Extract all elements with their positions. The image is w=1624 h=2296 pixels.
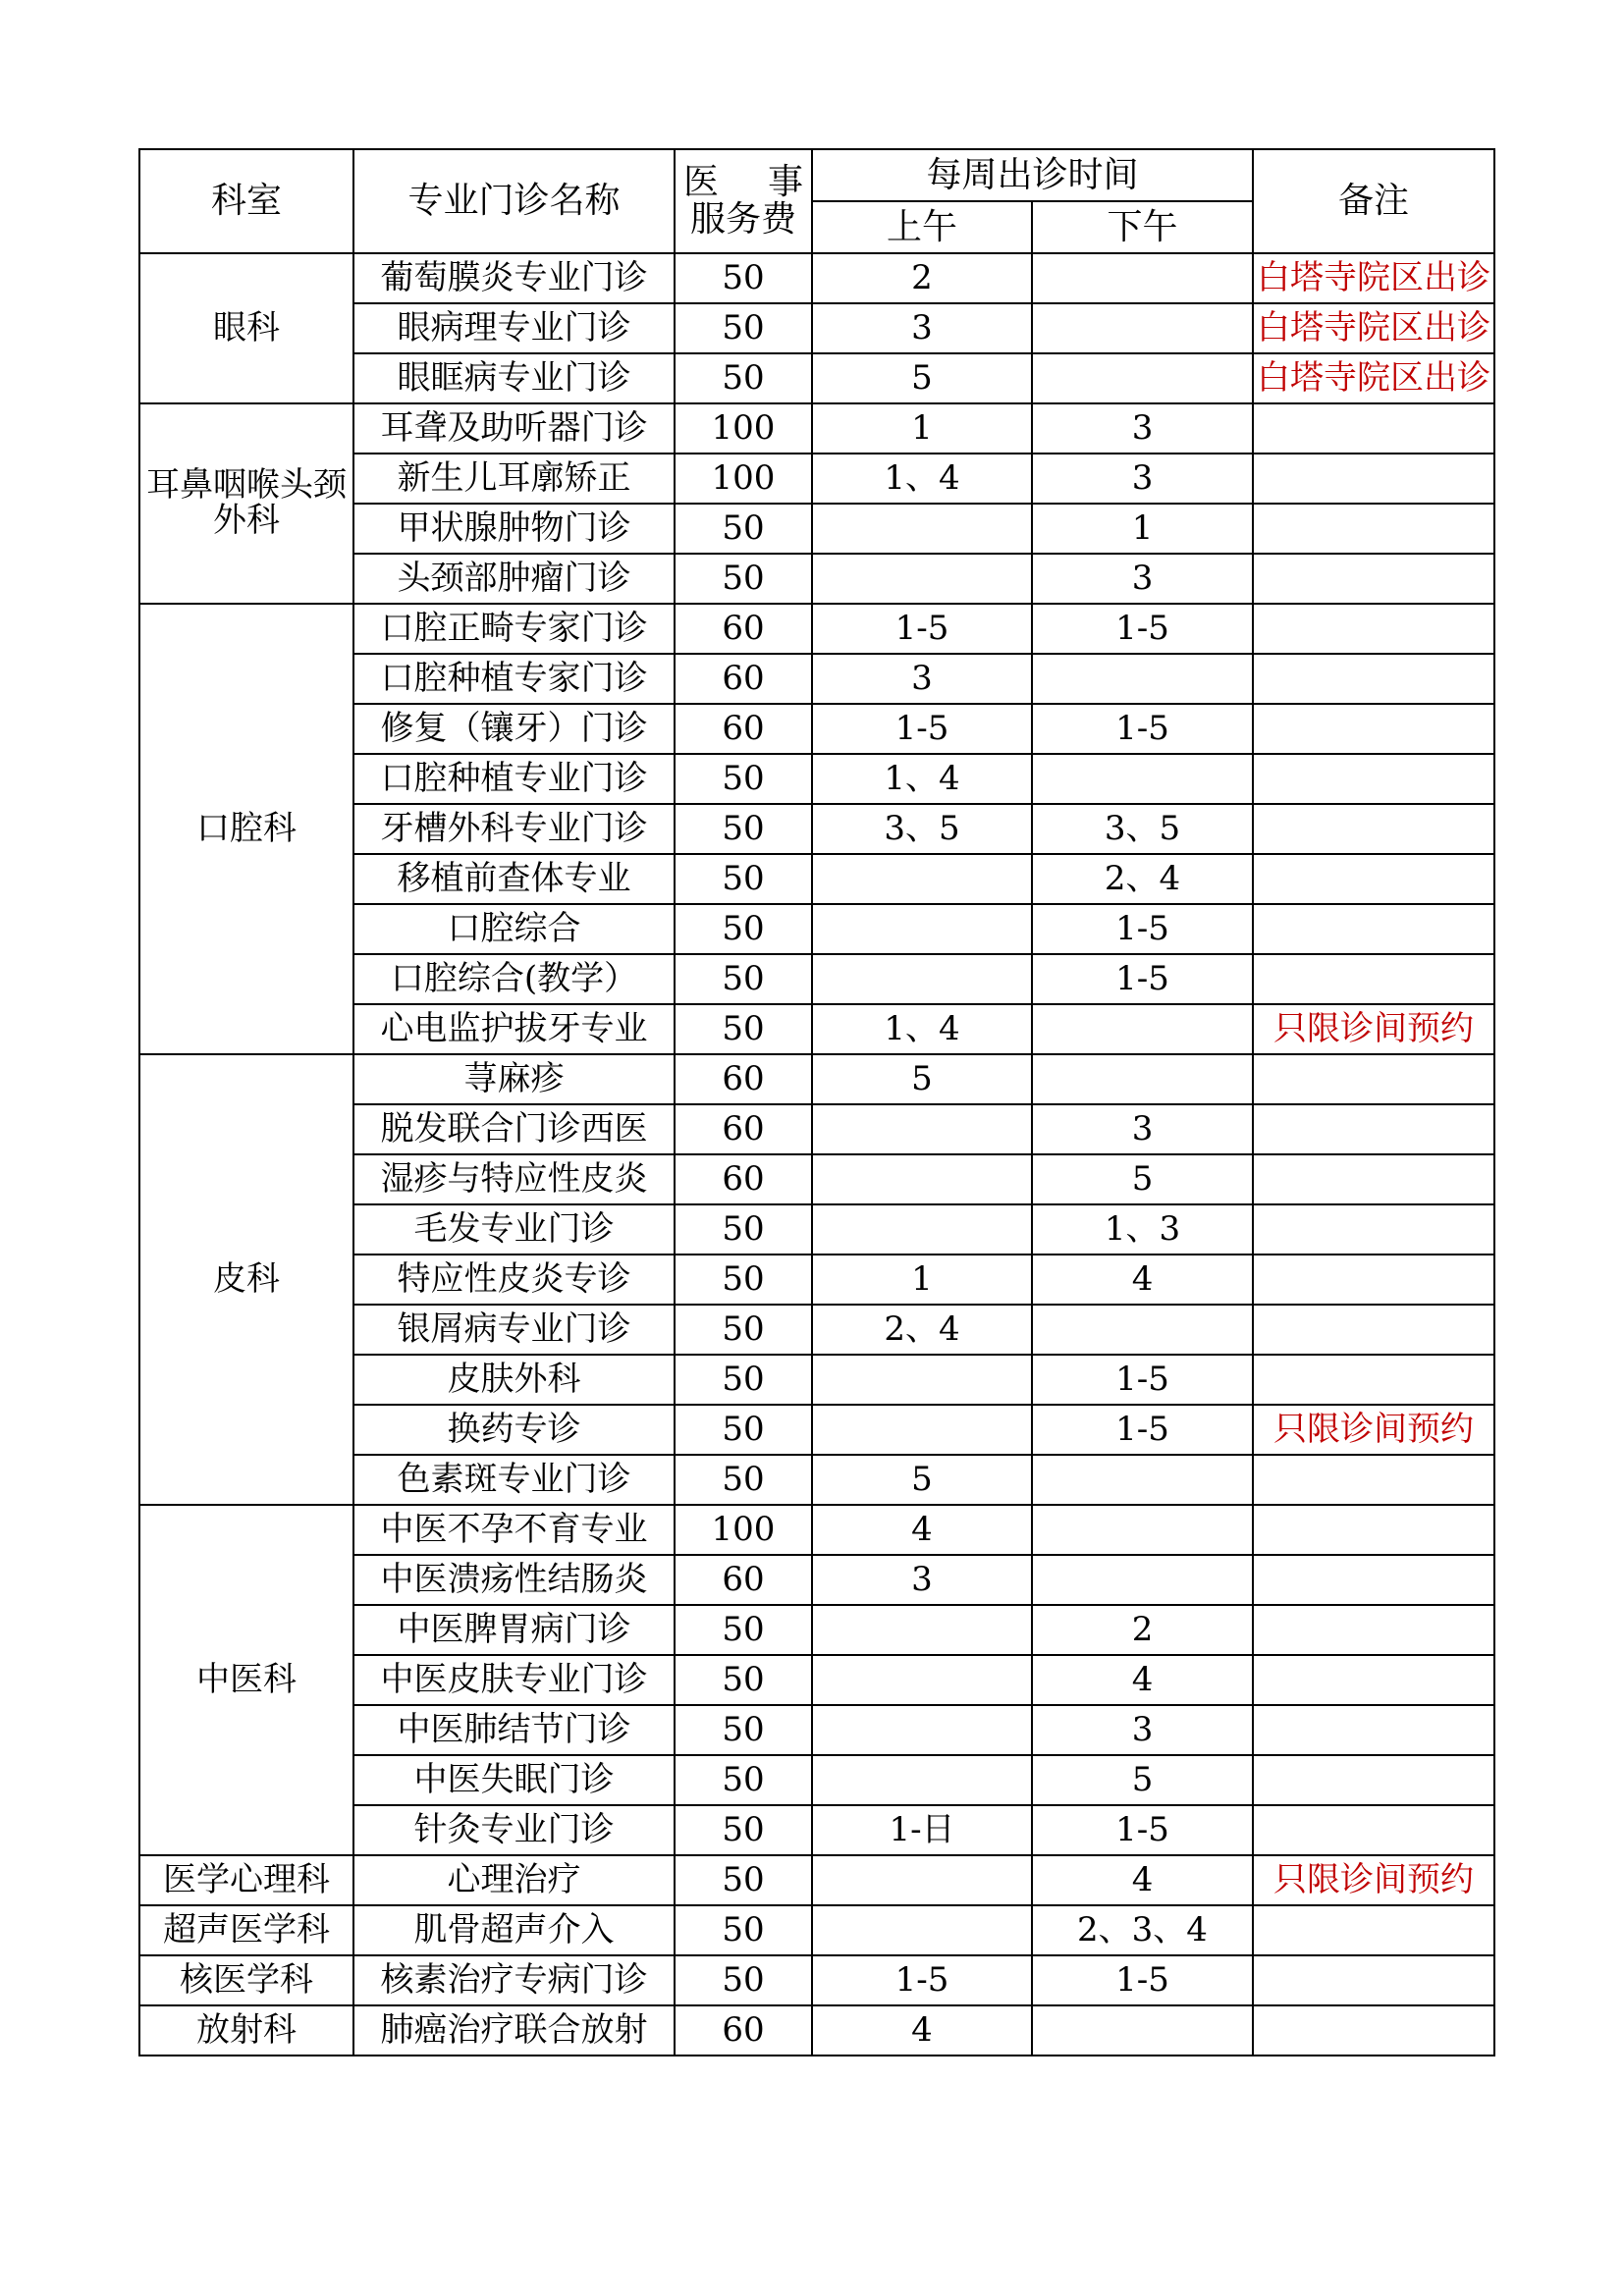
morning-cell: 1 bbox=[812, 1255, 1032, 1305]
morning-cell: 1 bbox=[812, 403, 1032, 454]
dept-cell: 核医学科 bbox=[139, 1955, 353, 2005]
table-row bbox=[139, 253, 1494, 303]
morning-cell: 1、4 bbox=[812, 754, 1032, 804]
morning-cell bbox=[812, 1655, 1032, 1705]
morning-cell: 3 bbox=[812, 1555, 1032, 1605]
fee-cell: 60 bbox=[675, 1054, 812, 1104]
clinic-name-cell: 耳聋及助听器门诊 bbox=[353, 403, 675, 454]
afternoon-cell bbox=[1032, 1455, 1253, 1505]
clinic-name-cell: 口腔种植专业门诊 bbox=[353, 754, 675, 804]
clinic-name-cell: 荨麻疹 bbox=[353, 1054, 675, 1104]
morning-cell bbox=[812, 504, 1032, 554]
morning-cell bbox=[812, 1755, 1032, 1805]
table-row bbox=[139, 1955, 1494, 2005]
remark-cell bbox=[1253, 504, 1494, 554]
afternoon-cell bbox=[1032, 1505, 1253, 1555]
morning-cell: 4 bbox=[812, 2005, 1032, 2056]
afternoon-cell: 5 bbox=[1032, 1154, 1253, 1204]
afternoon-cell bbox=[1032, 2005, 1253, 2056]
clinic-name-cell: 葡萄膜炎专业门诊 bbox=[353, 253, 675, 303]
afternoon-cell: 3 bbox=[1032, 403, 1253, 454]
clinic-name-cell: 脱发联合门诊西医 bbox=[353, 1104, 675, 1154]
afternoon-cell: 1-5 bbox=[1032, 704, 1253, 754]
afternoon-cell bbox=[1032, 654, 1253, 704]
morning-cell: 3、5 bbox=[812, 804, 1032, 854]
morning-cell bbox=[812, 1855, 1032, 1905]
clinic-name-cell: 头颈部肿瘤门诊 bbox=[353, 554, 675, 604]
header-weekly-time: 每周出诊时间 bbox=[812, 149, 1253, 201]
afternoon-cell bbox=[1032, 1555, 1253, 1605]
remark-cell: 只限诊间预约 bbox=[1253, 1855, 1494, 1905]
morning-cell bbox=[812, 904, 1032, 954]
header-fee-char-1: 医 bbox=[682, 162, 719, 203]
fee-cell: 50 bbox=[675, 1605, 812, 1655]
clinic-name-cell: 核素治疗专病门诊 bbox=[353, 1955, 675, 2005]
clinic-name-cell: 眼眶病专业门诊 bbox=[353, 353, 675, 403]
remark-cell bbox=[1253, 654, 1494, 704]
remark-cell bbox=[1253, 1505, 1494, 1555]
fee-cell: 60 bbox=[675, 704, 812, 754]
remark-cell bbox=[1253, 1655, 1494, 1705]
remark-cell: 白塔寺院区出诊 bbox=[1253, 253, 1494, 303]
clinic-name-cell: 口腔综合 bbox=[353, 904, 675, 954]
header-morning: 上午 bbox=[812, 201, 1032, 253]
fee-cell: 50 bbox=[675, 1004, 812, 1054]
remark-cell bbox=[1253, 1705, 1494, 1755]
fee-cell: 50 bbox=[675, 1955, 812, 2005]
remark-cell: 只限诊间预约 bbox=[1253, 1405, 1494, 1455]
afternoon-cell bbox=[1032, 1004, 1253, 1054]
morning-cell: 1-5 bbox=[812, 1955, 1032, 2005]
morning-cell: 5 bbox=[812, 1455, 1032, 1505]
dept-cell: 超声医学科 bbox=[139, 1905, 353, 1955]
afternoon-cell: 3 bbox=[1032, 454, 1253, 504]
remark-cell bbox=[1253, 854, 1494, 904]
clinic-name-cell: 眼病理专业门诊 bbox=[353, 303, 675, 353]
morning-cell bbox=[812, 1705, 1032, 1755]
remark-cell bbox=[1253, 1355, 1494, 1405]
clinic-name-cell: 口腔正畸专家门诊 bbox=[353, 604, 675, 654]
remark-cell bbox=[1253, 1555, 1494, 1605]
remark-cell bbox=[1253, 1905, 1494, 1955]
fee-cell: 50 bbox=[675, 1204, 812, 1255]
remark-cell bbox=[1253, 403, 1494, 454]
morning-cell bbox=[812, 1204, 1032, 1255]
table-row bbox=[139, 403, 1494, 454]
header-dept: 科室 bbox=[139, 149, 353, 253]
clinic-name-cell: 针灸专业门诊 bbox=[353, 1805, 675, 1855]
clinic-name-cell: 中医肺结节门诊 bbox=[353, 1705, 675, 1755]
fee-cell: 50 bbox=[675, 253, 812, 303]
afternoon-cell: 4 bbox=[1032, 1255, 1253, 1305]
clinic-name-cell: 银屑病专业门诊 bbox=[353, 1305, 675, 1355]
remark-cell bbox=[1253, 1154, 1494, 1204]
remark-cell bbox=[1253, 954, 1494, 1004]
morning-cell: 2、4 bbox=[812, 1305, 1032, 1355]
clinic-name-cell: 口腔综合(教学） bbox=[353, 954, 675, 1004]
clinic-name-cell: 肺癌治疗联合放射 bbox=[353, 2005, 675, 2056]
clinic-name-cell: 中医脾胃病门诊 bbox=[353, 1605, 675, 1655]
afternoon-cell: 1-5 bbox=[1032, 1355, 1253, 1405]
afternoon-cell: 3 bbox=[1032, 1705, 1253, 1755]
fee-cell: 50 bbox=[675, 904, 812, 954]
fee-cell: 50 bbox=[675, 353, 812, 403]
remark-cell bbox=[1253, 1054, 1494, 1104]
header-afternoon: 下午 bbox=[1032, 201, 1253, 253]
header-fee bbox=[675, 149, 812, 253]
dept-cell: 中医科 bbox=[139, 1505, 353, 1855]
remark-cell bbox=[1253, 1204, 1494, 1255]
fee-cell: 50 bbox=[675, 554, 812, 604]
morning-cell: 1-日 bbox=[812, 1805, 1032, 1855]
morning-cell bbox=[812, 854, 1032, 904]
fee-cell: 60 bbox=[675, 604, 812, 654]
table-row bbox=[139, 2005, 1494, 2056]
morning-cell: 1、4 bbox=[812, 454, 1032, 504]
fee-cell: 50 bbox=[675, 303, 812, 353]
fee-cell: 50 bbox=[675, 1305, 812, 1355]
morning-cell: 4 bbox=[812, 1505, 1032, 1555]
clinic-name-cell: 口腔种植专家门诊 bbox=[353, 654, 675, 704]
clinic-name-cell: 皮肤外科 bbox=[353, 1355, 675, 1405]
fee-cell: 50 bbox=[675, 754, 812, 804]
clinic-name-cell: 毛发专业门诊 bbox=[353, 1204, 675, 1255]
clinic-name-cell: 甲状腺肿物门诊 bbox=[353, 504, 675, 554]
afternoon-cell: 2 bbox=[1032, 1605, 1253, 1655]
fee-cell: 50 bbox=[675, 1805, 812, 1855]
afternoon-cell: 1-5 bbox=[1032, 904, 1253, 954]
fee-cell: 50 bbox=[675, 504, 812, 554]
clinic-name-cell: 中医皮肤专业门诊 bbox=[353, 1655, 675, 1705]
remark-cell bbox=[1253, 804, 1494, 854]
schedule-body bbox=[139, 253, 1494, 2056]
afternoon-cell bbox=[1032, 754, 1253, 804]
morning-cell bbox=[812, 1905, 1032, 1955]
fee-cell: 50 bbox=[675, 1255, 812, 1305]
afternoon-cell bbox=[1032, 1054, 1253, 1104]
afternoon-cell: 4 bbox=[1032, 1855, 1253, 1905]
morning-cell: 3 bbox=[812, 654, 1032, 704]
clinic-name-cell: 修复（镶牙）门诊 bbox=[353, 704, 675, 754]
remark-cell bbox=[1253, 1955, 1494, 2005]
afternoon-cell: 1-5 bbox=[1032, 604, 1253, 654]
afternoon-cell: 3 bbox=[1032, 554, 1253, 604]
morning-cell: 2 bbox=[812, 253, 1032, 303]
clinic-name-cell: 心电监护拔牙专业 bbox=[353, 1004, 675, 1054]
remark-cell: 只限诊间预约 bbox=[1253, 1004, 1494, 1054]
fee-cell: 50 bbox=[675, 954, 812, 1004]
header-clinic-name: 专业门诊名称 bbox=[353, 149, 675, 253]
afternoon-cell: 1-5 bbox=[1032, 954, 1253, 1004]
fee-cell: 50 bbox=[675, 1705, 812, 1755]
morning-cell: 5 bbox=[812, 353, 1032, 403]
fee-cell: 60 bbox=[675, 1154, 812, 1204]
remark-cell bbox=[1253, 1305, 1494, 1355]
table-row bbox=[139, 604, 1494, 654]
afternoon-cell bbox=[1032, 353, 1253, 403]
remark-cell bbox=[1253, 904, 1494, 954]
morning-cell: 3 bbox=[812, 303, 1032, 353]
afternoon-cell: 1-5 bbox=[1032, 1805, 1253, 1855]
remark-cell bbox=[1253, 754, 1494, 804]
dept-cell: 口腔科 bbox=[139, 604, 353, 1054]
remark-cell bbox=[1253, 554, 1494, 604]
dept-cell: 放射科 bbox=[139, 2005, 353, 2056]
morning-cell: 1、4 bbox=[812, 1004, 1032, 1054]
clinic-name-cell: 中医失眠门诊 bbox=[353, 1755, 675, 1805]
clinic-name-cell: 特应性皮炎专诊 bbox=[353, 1255, 675, 1305]
afternoon-cell: 2、3、4 bbox=[1032, 1905, 1253, 1955]
afternoon-cell: 1-5 bbox=[1032, 1955, 1253, 2005]
fee-cell: 60 bbox=[675, 1104, 812, 1154]
morning-cell: 1-5 bbox=[812, 604, 1032, 654]
afternoon-cell: 1、3 bbox=[1032, 1204, 1253, 1255]
afternoon-cell: 1 bbox=[1032, 504, 1253, 554]
fee-cell: 50 bbox=[675, 1855, 812, 1905]
afternoon-cell bbox=[1032, 253, 1253, 303]
remark-cell: 白塔寺院区出诊 bbox=[1253, 303, 1494, 353]
table-row bbox=[139, 1505, 1494, 1555]
table-row bbox=[139, 1905, 1494, 1955]
clinic-name-cell: 中医溃疡性结肠炎 bbox=[353, 1555, 675, 1605]
fee-cell: 100 bbox=[675, 454, 812, 504]
morning-cell bbox=[812, 1154, 1032, 1204]
fee-cell: 100 bbox=[675, 1505, 812, 1555]
fee-cell: 50 bbox=[675, 1355, 812, 1405]
fee-cell: 100 bbox=[675, 403, 812, 454]
header-fee-line2: 服务费 bbox=[689, 199, 796, 240]
dept-cell: 眼科 bbox=[139, 253, 353, 403]
table-row bbox=[139, 1054, 1494, 1104]
fee-cell: 50 bbox=[675, 1905, 812, 1955]
clinic-name-cell: 色素斑专业门诊 bbox=[353, 1455, 675, 1505]
clinic-name-cell: 牙槽外科专业门诊 bbox=[353, 804, 675, 854]
remark-cell bbox=[1253, 1104, 1494, 1154]
afternoon-cell: 3、5 bbox=[1032, 804, 1253, 854]
morning-cell: 5 bbox=[812, 1054, 1032, 1104]
remark-cell bbox=[1253, 1755, 1494, 1805]
clinic-name-cell: 湿疹与特应性皮炎 bbox=[353, 1154, 675, 1204]
morning-cell bbox=[812, 1104, 1032, 1154]
remark-cell bbox=[1253, 604, 1494, 654]
remark-cell bbox=[1253, 1805, 1494, 1855]
remark-cell: 白塔寺院区出诊 bbox=[1253, 353, 1494, 403]
remark-cell bbox=[1253, 1455, 1494, 1505]
morning-cell bbox=[812, 554, 1032, 604]
clinic-name-cell: 心理治疗 bbox=[353, 1855, 675, 1905]
afternoon-cell: 5 bbox=[1032, 1755, 1253, 1805]
dept-cell: 医学心理科 bbox=[139, 1855, 353, 1905]
fee-cell: 50 bbox=[675, 1755, 812, 1805]
clinic-name-cell: 换药专诊 bbox=[353, 1405, 675, 1455]
fee-cell: 50 bbox=[675, 804, 812, 854]
clinic-name-cell: 新生儿耳廓矫正 bbox=[353, 454, 675, 504]
dept-cell: 耳鼻咽喉头颈外科 bbox=[139, 403, 353, 604]
clinic-name-cell: 肌骨超声介入 bbox=[353, 1905, 675, 1955]
afternoon-cell bbox=[1032, 1305, 1253, 1355]
fee-cell: 50 bbox=[675, 854, 812, 904]
morning-cell bbox=[812, 954, 1032, 1004]
remark-cell bbox=[1253, 1255, 1494, 1305]
afternoon-cell: 3 bbox=[1032, 1104, 1253, 1154]
remark-cell bbox=[1253, 1605, 1494, 1655]
afternoon-cell: 1-5 bbox=[1032, 1405, 1253, 1455]
clinic-schedule-table bbox=[138, 148, 1495, 2056]
afternoon-cell: 4 bbox=[1032, 1655, 1253, 1705]
fee-cell: 60 bbox=[675, 2005, 812, 2056]
afternoon-cell: 2、4 bbox=[1032, 854, 1253, 904]
remark-cell bbox=[1253, 704, 1494, 754]
table-row bbox=[139, 1855, 1494, 1905]
fee-cell: 50 bbox=[675, 1655, 812, 1705]
morning-cell: 1-5 bbox=[812, 704, 1032, 754]
header-remark: 备注 bbox=[1253, 149, 1494, 253]
fee-cell: 50 bbox=[675, 1405, 812, 1455]
fee-cell: 50 bbox=[675, 1455, 812, 1505]
afternoon-cell bbox=[1032, 303, 1253, 353]
remark-cell bbox=[1253, 454, 1494, 504]
fee-cell: 60 bbox=[675, 654, 812, 704]
fee-cell: 60 bbox=[675, 1555, 812, 1605]
dept-cell: 皮科 bbox=[139, 1054, 353, 1505]
header-fee-char-2: 事 bbox=[768, 162, 804, 203]
clinic-name-cell: 中医不孕不育专业 bbox=[353, 1505, 675, 1555]
morning-cell bbox=[812, 1405, 1032, 1455]
remark-cell bbox=[1253, 2005, 1494, 2056]
morning-cell bbox=[812, 1355, 1032, 1405]
morning-cell bbox=[812, 1605, 1032, 1655]
clinic-name-cell: 移植前查体专业 bbox=[353, 854, 675, 904]
